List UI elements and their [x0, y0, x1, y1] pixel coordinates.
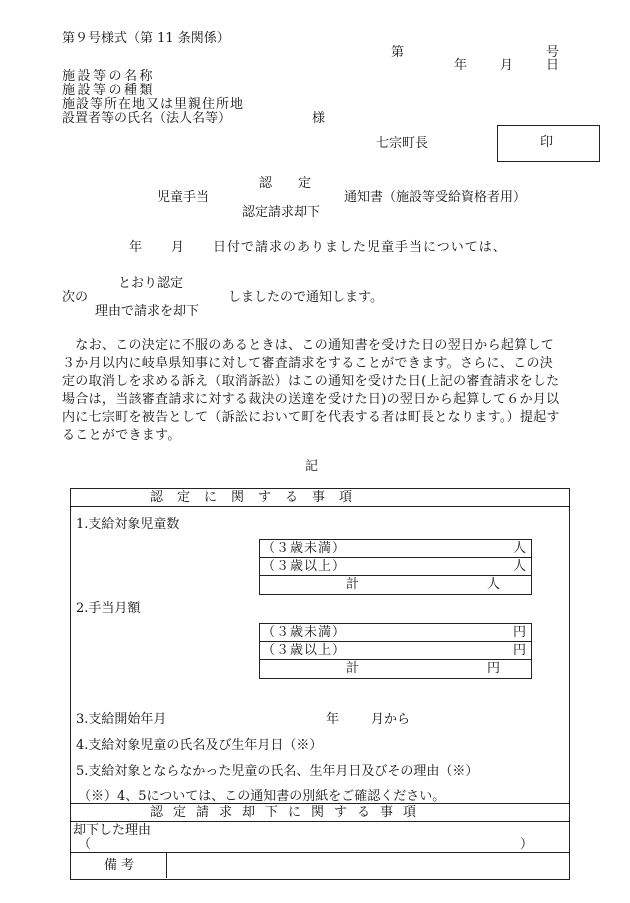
divider: [166, 852, 167, 878]
facility-name-label: 施設等の名称: [62, 69, 156, 84]
divider: [70, 506, 569, 507]
doc-number-dai: 第: [391, 45, 405, 60]
child-count-total-label: 計: [346, 577, 360, 592]
decision-bottom: 理由で請求を却下: [95, 304, 200, 319]
divider: [70, 852, 569, 853]
divider: [70, 821, 569, 822]
item5-label: 5.支給対象とならなかった児童の氏名、生年月日及びその理由（※）: [76, 764, 479, 779]
date-day: 日: [546, 58, 560, 73]
operator-name-label: 設置者等の氏名（法人名等）: [62, 111, 232, 126]
rejection-section-header: 認定請求却下に関する事項: [150, 805, 427, 820]
title-top: 認 定: [259, 176, 312, 191]
seal-label: 印: [540, 135, 554, 150]
child-count-under3-label: （３歳未満）: [262, 541, 347, 556]
start-month-from: 月から: [371, 712, 411, 727]
child-count-total-unit: 人: [487, 577, 501, 592]
title-right: 通知書（施設等受給資格者用）: [344, 190, 527, 205]
start-year: 年: [326, 712, 340, 727]
allowance-under3-unit: 円: [513, 625, 527, 640]
title-left: 児童手当: [157, 190, 210, 205]
honorific: 様: [312, 111, 326, 126]
divider: [259, 641, 531, 642]
date-year: 年: [454, 58, 468, 73]
title-bottom: 認定請求却下: [242, 205, 321, 220]
allowance-total-unit: 円: [487, 661, 501, 676]
allowance-over3-unit: 円: [513, 643, 527, 658]
divider: [259, 575, 531, 576]
facility-type-label: 施設等の種類: [62, 83, 156, 98]
remarks-label: 備考: [104, 858, 139, 873]
facility-address-label: 施設等所在地又は里親住所地: [62, 97, 245, 112]
rejection-paren-close: ）: [520, 837, 534, 852]
form-number: 第９号様式（第 11 条関係）: [62, 31, 230, 46]
child-count-over3-label: （３歳以上）: [262, 559, 347, 574]
divider: [259, 557, 531, 558]
allowance-total-label: 計: [346, 661, 360, 676]
date-month: 月: [500, 58, 514, 73]
item4-label: 4.支給対象児童の氏名及び生年月日（※）: [76, 738, 323, 753]
approval-section-header: 認定に関する事項: [150, 490, 367, 505]
divider: [70, 803, 569, 804]
item2-label: 2.手当月額: [76, 601, 141, 616]
item3-label: 3.支給開始年月: [76, 712, 167, 727]
allowance-over3-label: （３歳以上）: [262, 643, 347, 658]
issuer-name: 七宗町長: [376, 136, 429, 151]
ki-heading: 記: [305, 459, 319, 474]
child-count-under3-unit: 人: [513, 541, 527, 556]
child-count-over3-unit: 人: [513, 559, 527, 574]
item1-label: 1.支給対象児童数: [76, 517, 180, 532]
decision-right: しましたので通知します。: [228, 290, 383, 305]
intro-line: 年 月 日付で請求のありました児童手当については、: [129, 240, 507, 255]
allowance-under3-label: （３歳未満）: [262, 625, 347, 640]
rejection-reason-label: 却下した理由: [73, 823, 152, 838]
notice-paragraph: なお、この決定に不服のあるときは、この通知書を受けた日の翌日から起算して３か月以内に岐阜県知事に対して審査請求をすることができます。さらに、この決定の取消しを求める訴え（取消訴訟）はこの通知を受けた日(上記の審査請求をした場合は，当該審査請求に対する裁決の送達を受けた日)の翌日から起算して６か月以内に七宗町を被告として（訴訟において町を代表する者は町長となります。）提起することができます。: [62, 338, 560, 443]
rejection-paren-open: （: [78, 837, 92, 852]
divider: [259, 659, 531, 660]
doc-number-gou: 号: [546, 45, 560, 60]
note: （※）4、5については、この通知書の別紙をご確認ください。: [78, 789, 446, 804]
decision-top: とおり認定: [118, 276, 184, 291]
decision-left: 次の: [62, 290, 89, 305]
